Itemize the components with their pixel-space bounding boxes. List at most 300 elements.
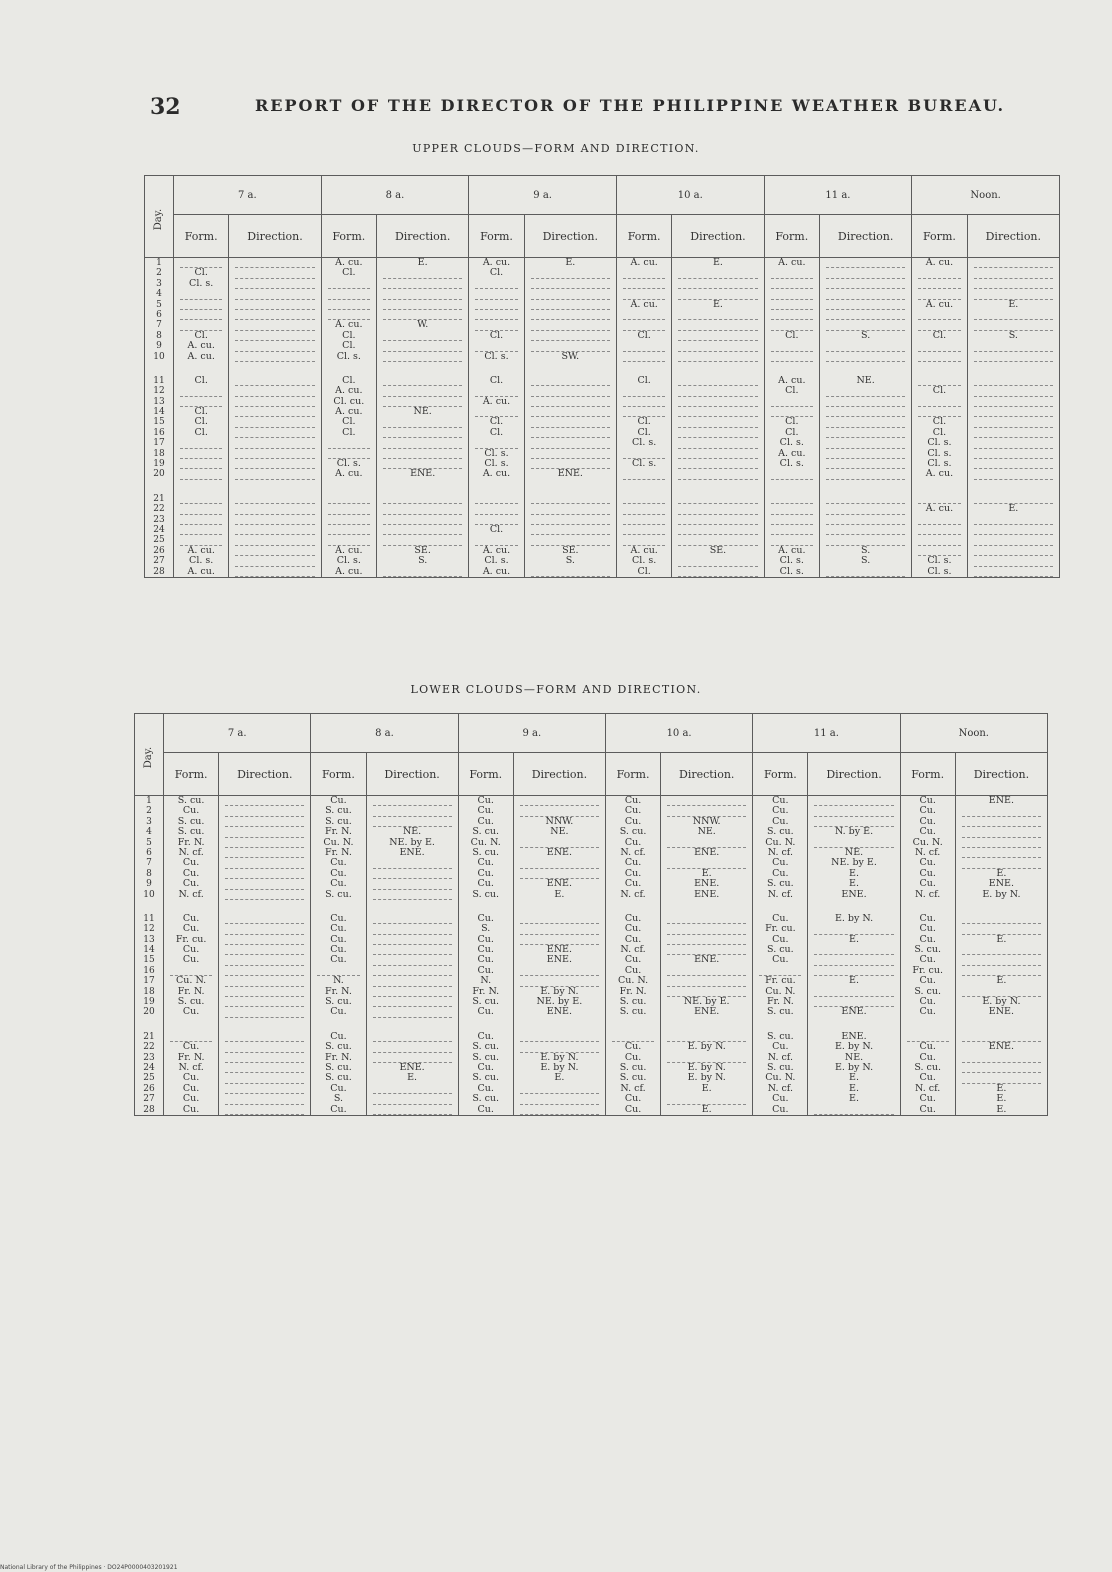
table-cell-empty	[661, 914, 752, 924]
form-header: Form.	[900, 753, 955, 796]
blank-entry-line	[235, 535, 314, 545]
cloud-direction-entry: ENE.	[546, 1006, 572, 1018]
day-number: 6	[146, 847, 152, 858]
cloud-form-entry: Cl.	[342, 416, 356, 428]
table-cell-empty	[672, 268, 763, 278]
blank-entry-line	[383, 386, 462, 396]
blank-entry-line	[383, 300, 462, 310]
cloud-form-entry: Cu.	[477, 857, 494, 869]
table-cell-empty	[367, 1105, 458, 1115]
table-cell-empty	[469, 504, 523, 514]
table-cell-empty	[820, 268, 911, 278]
blank-entry-line	[667, 796, 746, 806]
form-column	[912, 258, 967, 578]
cloud-direction-entry: NE.	[413, 406, 432, 418]
blank-entry-line	[826, 407, 905, 417]
table-cell-empty	[820, 428, 911, 438]
blank-entry-line	[531, 417, 610, 427]
cloud-form-entry: Cu.	[624, 1051, 642, 1063]
day-number: 25	[143, 1073, 155, 1084]
blank-entry-line	[678, 515, 757, 525]
table-cell-empty	[820, 449, 911, 459]
table-cell-empty	[956, 945, 1047, 955]
blank-entry-line	[531, 279, 610, 289]
blank-entry-line	[235, 459, 314, 469]
blank-entry-line	[623, 341, 665, 351]
table-cell-empty	[229, 397, 320, 407]
day-number: 6	[156, 309, 162, 320]
cloud-form-entry: Cu.	[330, 1103, 347, 1115]
blank-entry-line	[974, 289, 1053, 299]
blank-entry-line	[225, 1084, 304, 1094]
blank-entry-line	[962, 955, 1041, 965]
cloud-form-entry: Cl.	[785, 426, 799, 438]
blank-entry-line	[475, 279, 517, 289]
blank-entry-line	[826, 469, 905, 479]
blank-entry-line	[225, 838, 304, 848]
day-number: 14	[153, 407, 165, 418]
cloud-form-entry: S. cu.	[619, 1006, 647, 1018]
cloud-form-entry: Fr. N.	[325, 826, 352, 838]
cloud-form-entry: S. cu.	[325, 996, 352, 1008]
cloud-form-entry: A. cu.	[335, 544, 363, 556]
cloud-form-entry: Cu.	[624, 964, 642, 976]
cloud-form-entry: Cl. s.	[927, 447, 952, 459]
day-number: 11	[153, 375, 165, 386]
blank-entry-line	[918, 279, 960, 289]
blank-entry-line	[771, 504, 813, 514]
table-cell-empty	[367, 858, 458, 868]
blank-entry-line	[974, 258, 1053, 268]
table-cell-empty	[174, 310, 228, 320]
cloud-form-entry: S. cu.	[177, 815, 205, 827]
table-cell-empty	[229, 268, 320, 278]
cloud-direction-entry: ENE.	[399, 846, 425, 858]
day-number: 23	[153, 514, 165, 525]
table-cell-empty	[968, 258, 1059, 268]
blank-entry-line	[974, 556, 1053, 566]
blank-entry-line	[974, 341, 1053, 351]
cloud-form-entry: S. cu.	[177, 826, 205, 838]
direction-column	[672, 258, 764, 578]
direction-header: Direction.	[955, 753, 1047, 796]
cloud-form-entry: Cu.	[919, 954, 936, 966]
cloud-form-entry: S. cu.	[914, 944, 942, 956]
form-column	[174, 258, 229, 578]
table-cell-empty	[617, 268, 671, 278]
blank-entry-line	[974, 428, 1053, 438]
cloud-form-entry: Cu.	[919, 996, 936, 1008]
table-cell-empty	[617, 397, 671, 407]
table-cell-empty	[367, 890, 458, 900]
cloud-form-entry: S. cu.	[472, 1093, 500, 1105]
table-cell-empty	[219, 796, 310, 806]
cloud-form-entry: Cl.	[194, 374, 208, 386]
cloud-form-entry: A. cu.	[482, 544, 511, 556]
table-cell-empty	[219, 966, 310, 976]
cloud-direction-entry: E.	[996, 1082, 1007, 1094]
blank-entry-line	[623, 279, 665, 289]
cloud-direction-entry: S.	[861, 544, 871, 556]
blank-entry-line	[225, 858, 304, 868]
blank-entry-line	[771, 310, 813, 320]
cloud-form-entry: S. cu.	[767, 1006, 794, 1018]
blank-entry-line	[814, 945, 893, 955]
cloud-form-entry: Cl. s.	[189, 555, 214, 567]
table-cell-empty	[672, 525, 763, 535]
cloud-form-entry: Cu.	[919, 912, 936, 924]
day-number: 2	[156, 268, 162, 279]
cloud-form-entry: Cl.	[489, 374, 504, 386]
table-cell-empty	[219, 945, 310, 955]
direction-header: Direction.	[219, 753, 311, 796]
hour-header: Noon.	[912, 176, 1060, 215]
table-cell-empty	[377, 494, 468, 504]
blank-entry-line	[918, 397, 960, 407]
cloud-form-entry: Cl.	[489, 416, 504, 428]
cloud-form-entry: Cu.	[477, 912, 494, 924]
blank-entry-line	[328, 494, 370, 504]
footer-credit: National Library of the Philippines · DO24P0000403201921	[0, 1564, 178, 1571]
table-cell-empty	[820, 352, 911, 362]
blank-entry-line	[531, 438, 610, 448]
table-cell-empty	[968, 449, 1059, 459]
form-header: Form.	[311, 753, 366, 796]
hour-header: 9 a.	[458, 714, 605, 753]
cloud-form-entry: S. cu.	[472, 826, 500, 838]
table-cell-empty	[672, 407, 763, 417]
table-cell-empty	[219, 1007, 310, 1017]
blank-entry-line	[180, 504, 222, 514]
cloud-form-entry: Fr. N.	[177, 985, 205, 997]
cloud-direction-entry: E.	[996, 975, 1007, 987]
cloud-direction-entry: ENE.	[841, 1030, 867, 1042]
cloud-direction-entry: S.	[861, 329, 871, 341]
blank-entry-line	[225, 848, 304, 858]
cloud-direction-entry: E. by N.	[687, 1072, 726, 1084]
table-cell-empty	[377, 289, 468, 299]
direction-column	[513, 796, 605, 1116]
blank-entry-line	[328, 438, 370, 448]
blank-entry-line	[225, 869, 304, 879]
table-cell-empty	[219, 858, 310, 868]
cloud-form-entry: Cu.	[330, 933, 347, 945]
blank-entry-line	[826, 258, 905, 268]
blank-entry-line	[974, 459, 1053, 469]
cloud-form-entry: Cu.	[624, 933, 642, 945]
blank-entry-line	[225, 997, 304, 1007]
table-cell-empty	[617, 494, 671, 504]
blank-entry-line	[531, 494, 610, 504]
table-cell-empty	[525, 300, 616, 310]
table-cell-empty	[367, 1042, 458, 1052]
day-number: 23	[143, 1052, 155, 1063]
cloud-direction-entry: SE.	[414, 544, 431, 556]
table-cell-empty	[968, 407, 1059, 417]
day-number: 16	[143, 965, 155, 976]
cloud-form-entry: Cu.	[919, 1041, 936, 1053]
cloud-form-entry: Cu.	[624, 1041, 642, 1053]
day-number: 7	[156, 320, 162, 331]
cloud-form-entry: S. cu.	[472, 1051, 500, 1063]
cloud-direction-entry: E.	[712, 257, 723, 268]
form-header: Form.	[764, 215, 819, 258]
cloud-form-entry: S. cu.	[767, 944, 794, 956]
blank-entry-line	[667, 1094, 746, 1104]
cloud-direction-entry: NE.	[402, 826, 422, 838]
cloud-direction-entry: E.	[554, 1072, 565, 1084]
table-cell-empty	[661, 796, 752, 806]
table-cell-empty	[229, 504, 320, 514]
table-cell-empty	[367, 935, 458, 945]
cloud-direction-entry: ENE.	[841, 1006, 867, 1018]
upper-clouds-caption: UPPER CLOUDS—FORM AND DIRECTION.	[412, 142, 700, 155]
blank-entry-line	[826, 449, 905, 459]
table-cell-empty	[514, 914, 605, 924]
cloud-direction-entry: SE.	[709, 544, 727, 556]
cloud-direction-entry: E.	[701, 1103, 712, 1115]
table-cell-empty	[808, 1105, 899, 1115]
blank-entry-line	[974, 397, 1053, 407]
blank-entry-line	[225, 879, 304, 889]
cloud-form-entry: Cu.	[772, 867, 789, 879]
table-cell-empty	[229, 556, 320, 566]
cloud-form-entry: S. cu.	[177, 795, 205, 806]
hour-header: 10 a.	[605, 714, 752, 753]
table-cell-empty	[808, 955, 899, 965]
table-cell-empty	[820, 289, 911, 299]
cloud-form-entry: Cu.	[330, 954, 347, 966]
day-number: 5	[156, 299, 162, 310]
cloud-form-entry: Cl. s.	[927, 565, 952, 577]
table-cell-empty	[661, 935, 752, 945]
cloud-direction-entry: ENE.	[988, 1041, 1014, 1053]
table-cell-empty	[661, 976, 752, 986]
day-number: 2	[146, 806, 152, 817]
hour-header: 7 a.	[174, 176, 322, 215]
blank-entry-line	[373, 945, 452, 955]
blank-entry-line	[826, 504, 905, 514]
table-cell-empty	[219, 817, 310, 827]
cloud-form-entry: Fr. cu.	[765, 975, 796, 987]
direction-column	[967, 258, 1059, 578]
cloud-direction-entry: E.	[849, 933, 859, 945]
form-header: Form.	[469, 215, 524, 258]
blank-entry-line	[771, 352, 813, 362]
table-cell-empty	[672, 331, 763, 341]
cloud-direction-entry: E. by N.	[982, 996, 1021, 1008]
table-cell-empty	[174, 300, 228, 310]
table-cell-empty	[377, 386, 468, 396]
table-cell-empty	[219, 955, 310, 965]
blank-entry-line	[235, 268, 314, 278]
table-cell-empty	[765, 268, 819, 278]
hour-header: 8 a.	[321, 176, 469, 215]
table-cell-empty	[956, 1063, 1047, 1073]
cloud-form-entry: S. cu.	[767, 1061, 794, 1073]
cloud-form-entry: Cu.	[330, 1006, 347, 1018]
cloud-form-entry: Cl.	[785, 329, 799, 341]
cloud-form-entry: A. cu.	[925, 468, 954, 480]
day-number: 22	[143, 1042, 155, 1053]
cloud-direction-entry: E. by N.	[687, 1041, 726, 1053]
cloud-form-entry: Cu.	[624, 815, 642, 827]
day-number: 16	[153, 427, 165, 438]
table-cell-empty	[367, 997, 458, 1007]
blank-entry-line	[235, 279, 314, 289]
day-number: 15	[153, 417, 165, 428]
blank-entry-line	[623, 386, 665, 396]
blank-entry-line	[180, 449, 222, 459]
cloud-direction-entry: E.	[712, 298, 723, 310]
blank-entry-line	[373, 976, 452, 986]
cloud-direction-entry: E.	[554, 888, 565, 900]
blank-entry-line	[678, 567, 757, 577]
table-cell-empty	[968, 546, 1059, 556]
blank-entry-line	[771, 279, 813, 289]
blank-entry-line	[962, 1063, 1041, 1073]
table-cell-empty	[617, 525, 671, 535]
blank-entry-line	[180, 438, 222, 448]
table-cell-empty	[377, 449, 468, 459]
blank-entry-line	[678, 525, 757, 535]
cloud-form-entry: Cu.	[772, 1093, 789, 1105]
cloud-form-entry: N. cf.	[767, 1051, 793, 1063]
cloud-direction-entry: E.	[849, 867, 859, 879]
blank-entry-line	[531, 515, 610, 525]
cloud-direction-entry: E.	[996, 867, 1007, 879]
blank-entry-line	[383, 449, 462, 459]
table-cell-empty	[525, 310, 616, 320]
blank-entry-line	[180, 494, 222, 504]
blank-entry-line	[383, 494, 462, 504]
cloud-form-entry: A. cu.	[482, 468, 511, 480]
form-column	[764, 258, 819, 578]
form-header: Form.	[174, 215, 229, 258]
table-cell-empty	[525, 331, 616, 341]
cloud-form-entry: Cl.	[489, 267, 504, 279]
table-cell-empty	[469, 494, 523, 504]
cloud-direction-entry: NE.	[697, 826, 716, 838]
cloud-form-entry: Cl. s.	[779, 437, 804, 449]
table-cell-empty	[367, 924, 458, 934]
cloud-form-entry: Fr. N.	[325, 846, 352, 858]
blank-entry-line	[373, 924, 452, 934]
cloud-form-entry: Cu.	[477, 867, 494, 879]
table-cell-empty	[377, 504, 468, 514]
table-cell-empty	[672, 567, 763, 577]
cloud-form-entry: S. cu.	[914, 1061, 942, 1073]
cloud-form-entry: Cu.	[330, 878, 347, 890]
direction-header: Direction.	[819, 215, 911, 258]
cloud-direction-entry: NNW.	[545, 815, 574, 827]
cloud-form-entry: Cu.	[919, 795, 936, 806]
blank-entry-line	[475, 341, 517, 351]
table-cell-empty	[377, 525, 468, 535]
cloud-form-entry: Cu.	[330, 795, 347, 806]
table-cell-empty	[174, 459, 228, 469]
cloud-direction-entry: ENE.	[694, 846, 720, 858]
direction-column	[377, 258, 469, 578]
table-cell-empty	[229, 386, 320, 396]
table-cell-empty	[219, 879, 310, 889]
cloud-form-entry: Cl. s.	[927, 437, 952, 449]
cloud-direction-entry: S.	[418, 555, 428, 567]
blank-entry-line	[383, 341, 462, 351]
blank-entry-line	[623, 397, 665, 407]
blank-entry-line	[814, 987, 893, 997]
blank-entry-line	[225, 935, 304, 945]
table-cell-empty	[672, 289, 763, 299]
day-number: 4	[146, 827, 152, 838]
cloud-form-entry: A. cu.	[925, 503, 954, 515]
table-cell-empty	[956, 838, 1047, 848]
table-cell-empty	[672, 438, 763, 448]
blank-entry-line	[225, 796, 304, 806]
cloud-form-entry: Cu.	[919, 805, 936, 817]
blank-entry-line	[383, 376, 462, 386]
cloud-direction-entry: NE.	[550, 826, 569, 838]
blank-entry-line	[328, 279, 370, 289]
cloud-direction-entry: ENE.	[841, 888, 867, 900]
table-cell-empty	[229, 417, 320, 427]
table-cell-empty	[525, 525, 616, 535]
cloud-form-entry: S. cu.	[619, 996, 647, 1008]
cloud-form-entry: Fr. cu.	[765, 923, 796, 935]
table-cell-empty	[617, 504, 671, 514]
table-cell-empty	[525, 407, 616, 417]
blank-entry-line	[520, 858, 599, 868]
table-cell-empty	[912, 352, 966, 362]
cloud-form-entry: N. cf.	[915, 846, 941, 858]
blank-entry-line	[826, 515, 905, 525]
cloud-form-entry: Cu.	[330, 944, 347, 956]
table-cell-empty	[367, 879, 458, 889]
cloud-form-entry: S. cu.	[325, 1041, 352, 1053]
table-cell-empty	[514, 1094, 605, 1104]
cloud-form-entry: A. cu.	[482, 395, 511, 407]
table-cell-empty	[219, 848, 310, 858]
blank-entry-line	[962, 848, 1041, 858]
blank-entry-line	[962, 817, 1041, 827]
blank-entry-line	[826, 494, 905, 504]
direction-header: Direction.	[524, 215, 616, 258]
cloud-form-entry: S. cu.	[325, 805, 352, 817]
blank-entry-line	[383, 352, 462, 362]
cloud-form-entry: Cl. s.	[336, 555, 361, 567]
direction-header: Direction.	[808, 753, 900, 796]
cloud-form-entry: Cu. N.	[617, 975, 649, 987]
table-cell-empty	[912, 310, 966, 320]
table-cell-empty	[367, 914, 458, 924]
table-cell-empty	[820, 525, 911, 535]
cloud-direction-entry: E.	[996, 933, 1007, 945]
form-column	[469, 258, 524, 578]
blank-entry-line	[678, 289, 757, 299]
day-number: 20	[143, 1007, 155, 1018]
cloud-form-entry: Cl.	[194, 329, 208, 341]
blank-entry-line	[826, 567, 905, 577]
cloud-form-entry: Fr. N.	[472, 985, 500, 997]
cloud-form-entry: Cu.	[477, 964, 494, 976]
table-cell-empty	[367, 945, 458, 955]
blank-entry-line	[225, 924, 304, 934]
blank-entry-line	[623, 352, 665, 362]
table-cell-empty	[219, 1073, 310, 1083]
page-number: 32	[150, 94, 181, 120]
cloud-form-entry: Cl. s.	[632, 458, 657, 470]
cloud-form-entry: Cu.	[772, 1041, 789, 1053]
